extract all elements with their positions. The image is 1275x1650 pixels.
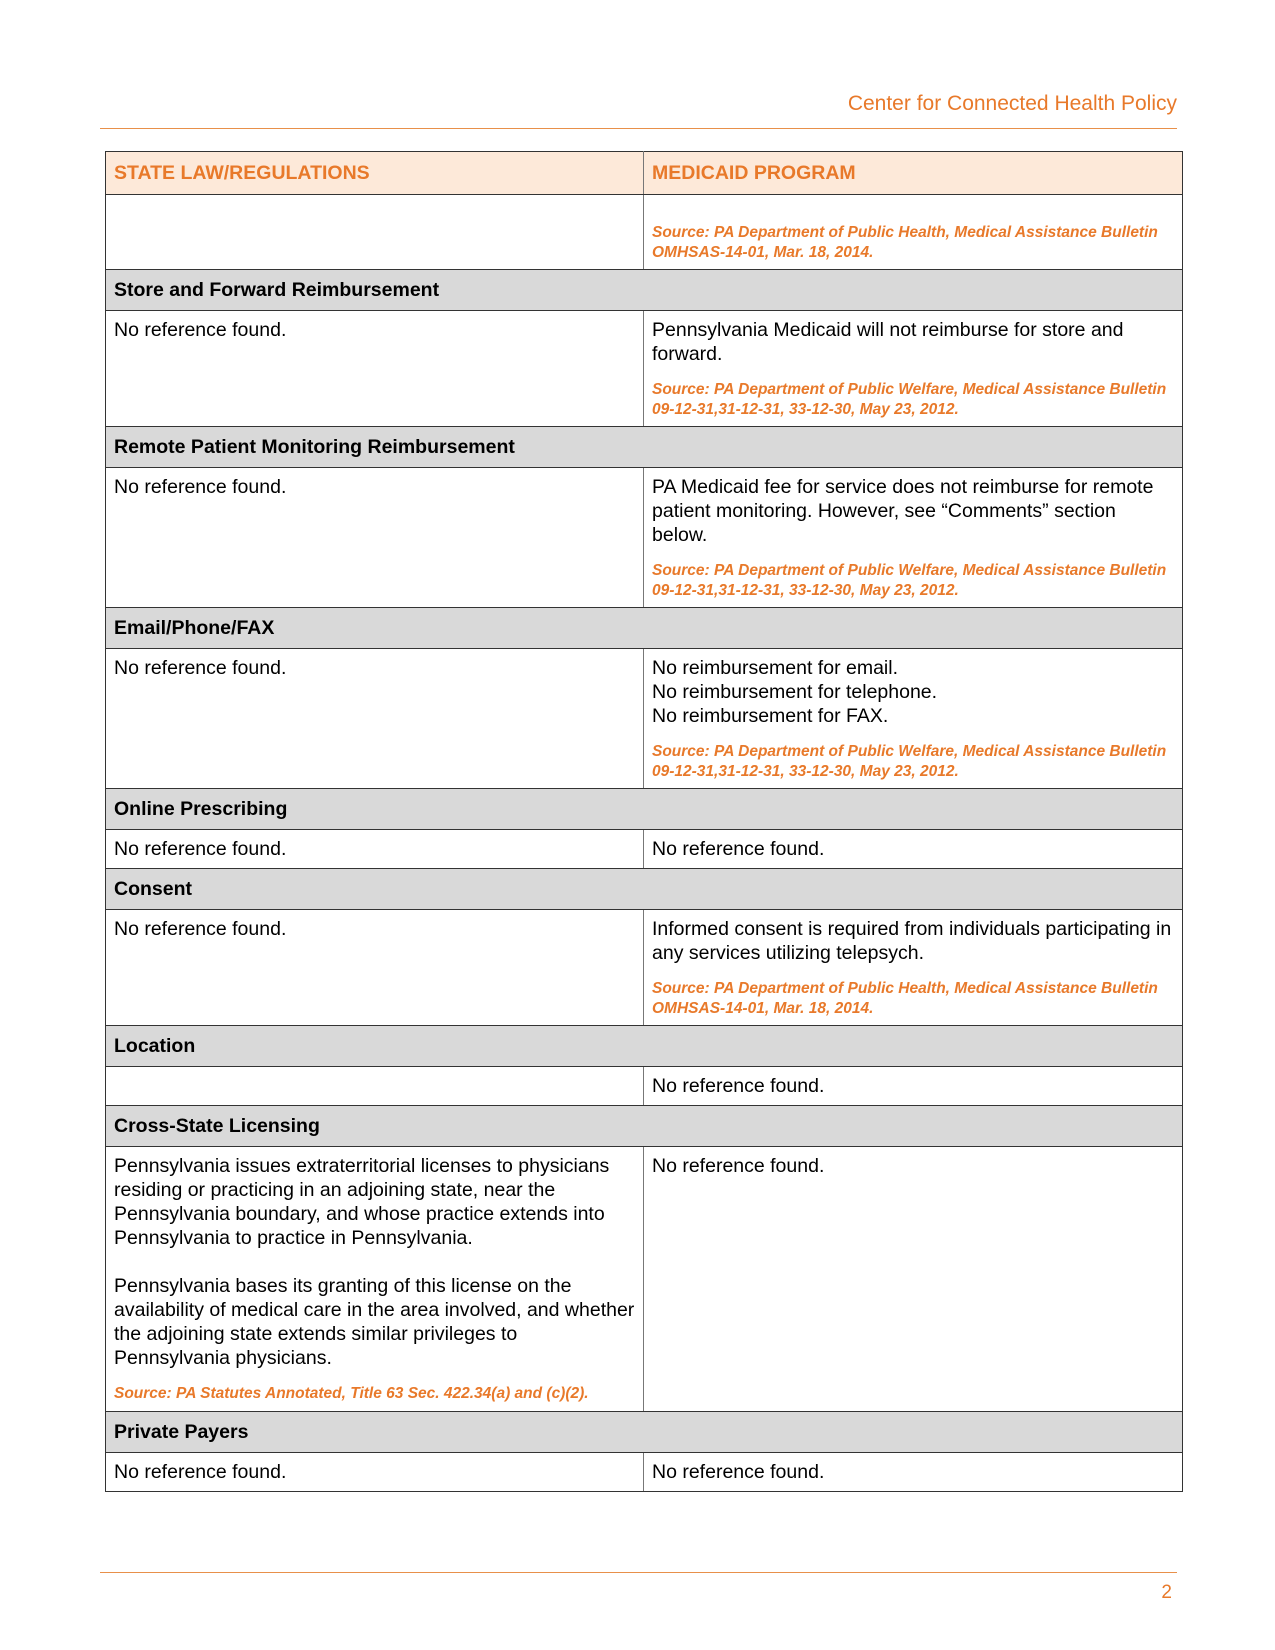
- column-header-medicaid: MEDICAID PROGRAM: [644, 152, 1183, 195]
- state-law-paragraph: Pennsylvania issues extraterritorial licenses to physicians residing or practicing in an adjoining state, near the Pennsylvania boundary, and whose practice extends into Pennsylvania to practice in Pennsylvania.: [114, 1155, 610, 1249]
- section-header-store-and-forward: Store and Forward Reimbursement: [106, 270, 1183, 311]
- medicaid-text: Informed consent is required from individuals participating in any services utilizing telepsych.: [652, 918, 1172, 964]
- column-header-row: [106, 152, 1183, 195]
- header-divider: [100, 128, 1177, 129]
- source-citation: Source: PA Department of Public Health, Medical Assistance Bulletin OMHSAS-14-01, Mar. 18, 2014.: [652, 224, 1158, 261]
- state-law-paragraph: Pennsylvania bases its granting of this license on the availability of medical care in the area involved, and whether the adjoining state extends similar privileges to Pennsylvania physicians.: [114, 1275, 635, 1369]
- medicaid-text: PA Medicaid fee for service does not reimburse for remote patient monitoring. However, see “Comments” section below.: [652, 476, 1154, 546]
- medicaid-cell: No reference found.: [644, 830, 1183, 869]
- source-citation: Source: PA Department of Public Health, Medical Assistance Bulletin OMHSAS-14-01, Mar. 18, 2014.: [652, 980, 1158, 1017]
- state-law-cell: [106, 195, 644, 270]
- source-citation: Source: PA Department of Public Welfare, Medical Assistance Bulletin 09-12-31,31-12-31, 33-12-30, May 23, 2012.: [652, 743, 1167, 780]
- page-header-org-name: Center for Connected Health Policy: [847, 92, 1177, 115]
- state-law-cell: No reference found.: [106, 910, 644, 1026]
- medicaid-cell: No reference found.: [644, 1147, 1183, 1412]
- source-citation: Source: PA Department of Public Welfare, Medical Assistance Bulletin 09-12-31,31-12-31, 33-12-30, May 23, 2012.: [652, 381, 1167, 418]
- page-number: 2: [1161, 1582, 1172, 1603]
- table-row: [106, 195, 1183, 270]
- table-row: [106, 1067, 1183, 1106]
- medicaid-text-line: No reimbursement for FAX.: [652, 705, 889, 727]
- table-row: [106, 1452, 1183, 1491]
- medicaid-text-line: No reimbursement for email.: [652, 657, 898, 679]
- state-law-cell: [106, 1147, 644, 1412]
- table-row: [106, 910, 1183, 1026]
- state-law-cell: No reference found.: [106, 311, 644, 427]
- section-header-email-phone-fax: Email/Phone/FAX: [106, 608, 1183, 649]
- medicaid-text-line: No reimbursement for telephone.: [652, 681, 938, 703]
- table-row: [106, 311, 1183, 427]
- medicaid-cell: [644, 311, 1183, 427]
- state-law-cell: No reference found.: [106, 649, 644, 789]
- state-law-cell: No reference found.: [106, 830, 644, 869]
- table-row: [106, 649, 1183, 789]
- state-law-cell: [106, 1067, 644, 1106]
- medicaid-cell: [644, 195, 1183, 270]
- section-header-consent: Consent: [106, 869, 1183, 910]
- footer-divider: [100, 1572, 1177, 1573]
- section-header-remote-patient-monitoring: Remote Patient Monitoring Reimbursement: [106, 427, 1183, 468]
- table-row: [106, 468, 1183, 608]
- column-header-state-law: STATE LAW/REGULATIONS: [106, 152, 644, 195]
- policy-table: [105, 151, 1183, 1492]
- medicaid-cell: [644, 468, 1183, 608]
- medicaid-cell: No reference found.: [644, 1452, 1183, 1491]
- table-row: [106, 1147, 1183, 1412]
- source-citation: Source: PA Statutes Annotated, Title 63 Sec. 422.34(a) and (c)(2).: [114, 1385, 589, 1402]
- section-header-location: Location: [106, 1026, 1183, 1067]
- state-law-cell: No reference found.: [106, 1452, 644, 1491]
- medicaid-cell: [644, 649, 1183, 789]
- medicaid-cell: No reference found.: [644, 1067, 1183, 1106]
- medicaid-cell: [644, 910, 1183, 1026]
- section-header-online-prescribing: Online Prescribing: [106, 789, 1183, 830]
- table-row: [106, 830, 1183, 869]
- section-header-private-payers: Private Payers: [106, 1411, 1183, 1452]
- medicaid-text: Pennsylvania Medicaid will not reimburse for store and forward.: [652, 319, 1124, 365]
- state-law-cell: No reference found.: [106, 468, 644, 608]
- source-citation: Source: PA Department of Public Welfare, Medical Assistance Bulletin 09-12-31,31-12-31, 33-12-30, May 23, 2012.: [652, 562, 1167, 599]
- section-header-cross-state-licensing: Cross-State Licensing: [106, 1106, 1183, 1147]
